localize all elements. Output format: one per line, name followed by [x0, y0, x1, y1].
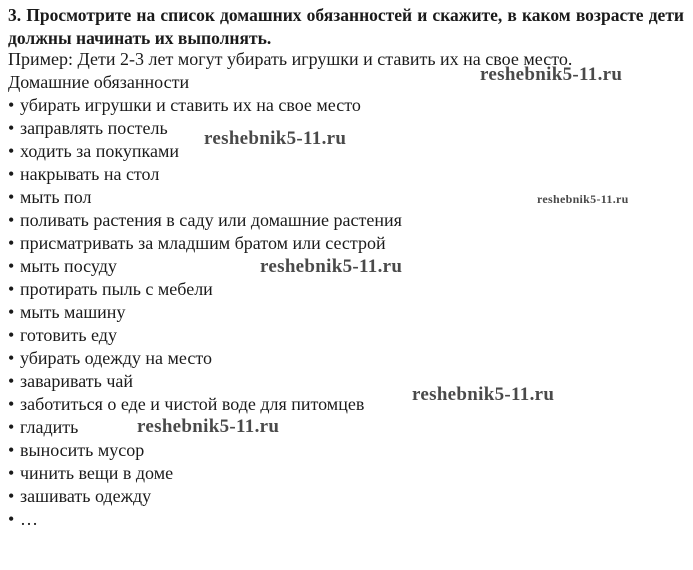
list-item	[8, 393, 402, 416]
list-item	[8, 324, 402, 347]
watermark: reshebnik5-11.ru	[204, 128, 347, 149]
bullet-icon: •	[8, 141, 15, 161]
list-item-label: накрывать на стол	[20, 164, 160, 184]
bullet-icon: •	[8, 164, 15, 184]
list-item	[8, 347, 402, 370]
list-item-label: ходить за покупками	[20, 141, 180, 161]
bullet-icon: •	[8, 440, 15, 460]
list-item-label: заботиться о еде и чистой воде для питомцев	[20, 394, 365, 414]
task-heading: 3. Просмотрите на список домашних обязанностей и скажите, в каком возрасте дети должны начинать их выполнять.	[8, 5, 684, 48]
list-item-label: убирать игрушки и ставить их на свое место	[20, 95, 361, 115]
chores-list	[8, 94, 402, 531]
watermark: reshebnik5-11.ru	[260, 256, 403, 277]
list-item-label: зашивать одежду	[20, 486, 152, 506]
list-item	[8, 462, 402, 485]
list-item-label: мыть пол	[20, 187, 92, 207]
list-item-label: заваривать чай	[20, 371, 134, 391]
bullet-icon: •	[8, 417, 15, 437]
bullet-icon: •	[8, 233, 15, 253]
list-item-label: готовить еду	[20, 325, 117, 345]
list-item	[8, 163, 402, 186]
list-item-label: чинить вещи в доме	[20, 463, 174, 483]
list-item-label: убирать одежду на место	[20, 348, 212, 368]
bullet-icon: •	[8, 256, 15, 276]
bullet-icon: •	[8, 486, 15, 506]
bullet-icon: •	[8, 394, 15, 414]
list-item	[8, 301, 402, 324]
list-item	[8, 485, 402, 508]
bullet-icon: •	[8, 325, 15, 345]
bullet-icon: •	[8, 348, 15, 368]
bullet-icon: •	[8, 279, 15, 299]
list-item	[8, 209, 402, 232]
list-item	[8, 508, 402, 531]
list-item-label: гладить	[20, 417, 79, 437]
watermark: reshebnik5-11.ru	[537, 192, 629, 206]
bullet-icon: •	[8, 463, 15, 483]
list-item-label: заправлять постель	[20, 118, 168, 138]
list-item	[8, 370, 402, 393]
bullet-icon: •	[8, 371, 15, 391]
bullet-icon: •	[8, 118, 15, 138]
bullet-icon: •	[8, 302, 15, 322]
list-item	[8, 278, 402, 301]
list-item-label: присматривать за младшим братом или сестрой	[20, 233, 386, 253]
watermark: reshebnik5-11.ru	[480, 64, 623, 85]
bullet-icon: •	[8, 187, 15, 207]
watermark: reshebnik5-11.ru	[412, 384, 555, 405]
watermark: reshebnik5-11.ru	[137, 416, 280, 437]
list-item	[8, 439, 402, 462]
example-sentence: Пример: Дети 2-3 лет могут убирать игрушки и ставить их на свое место.	[8, 49, 573, 69]
bullet-icon: •	[8, 95, 15, 115]
list-item-label: протирать пыль с мебели	[20, 279, 213, 299]
list-item	[8, 186, 402, 209]
list-item-label: мыть машину	[20, 302, 126, 322]
list-item-label: мыть посуду	[20, 256, 117, 276]
bullet-icon: •	[8, 210, 15, 230]
list-item-label: поливать растения в саду или домашние растения	[20, 210, 402, 230]
list-item	[8, 232, 402, 255]
list-item	[8, 94, 402, 117]
list-item-label: …	[20, 509, 38, 529]
list-title: Домашние обязанности	[8, 72, 190, 92]
bullet-icon: •	[8, 509, 15, 529]
list-item-label: выносить мусор	[20, 440, 145, 460]
